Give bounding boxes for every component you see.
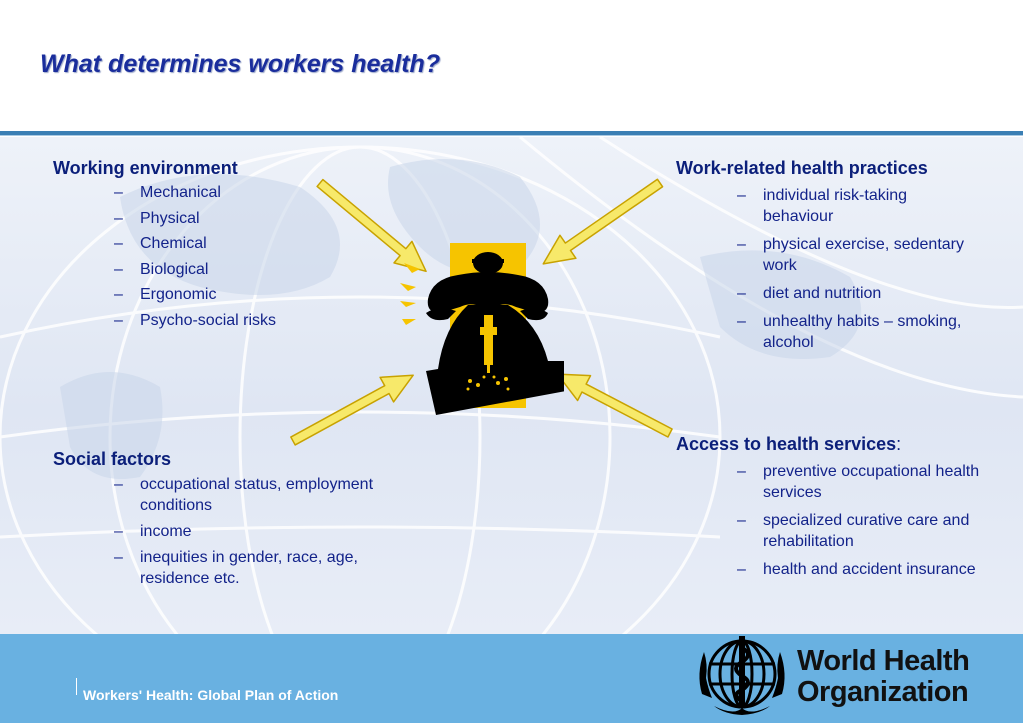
- list-item: – health and accident insurance: [763, 559, 1003, 580]
- list-item: – individual risk-taking behaviour: [763, 185, 968, 227]
- who-wordmark: [797, 646, 969, 708]
- list-item: – inequities in gender, race, age, residence etc.: [140, 547, 420, 589]
- who-name-line1: World Health: [797, 645, 970, 677]
- heading-text: Access to health services: [676, 434, 897, 454]
- list-item: – preventive occupational health services: [763, 461, 1003, 503]
- arrow-bottom-right: [551, 362, 677, 446]
- heading-colon: :: [896, 434, 902, 454]
- who-name-line2: Organization: [797, 676, 969, 708]
- list-item: – specialized curative care and rehabilitation: [763, 510, 1003, 552]
- list-item: – Chemical: [140, 233, 276, 254]
- list-item: – Biological: [140, 259, 276, 280]
- list-item: – Psycho-social risks: [140, 310, 276, 331]
- working-environment-heading: Working environment: [53, 158, 238, 178]
- list-item: – Mechanical: [140, 182, 276, 203]
- list-item: – unhealthy habits – smoking, alcohol: [763, 311, 968, 353]
- list-item: – occupational status, employment conditions: [140, 474, 420, 516]
- worker-jackhammer-icon: [398, 243, 564, 415]
- list-item: – diet and nutrition: [763, 283, 968, 304]
- slide-title: What determines workers health?: [40, 50, 441, 78]
- list-item: – income: [140, 521, 420, 542]
- work-related-practices-heading: Work-related health practices: [676, 158, 928, 178]
- who-emblem-icon: [694, 634, 790, 716]
- footer-caption: Workers' Health: Global Plan of Action: [83, 687, 339, 703]
- social-factors-heading: Social factors: [53, 449, 172, 469]
- list-item: – Ergonomic: [140, 284, 276, 305]
- footer-divider: [76, 678, 77, 695]
- list-item: – physical exercise, sedentary work: [763, 234, 968, 276]
- list-item: – Physical: [140, 208, 276, 229]
